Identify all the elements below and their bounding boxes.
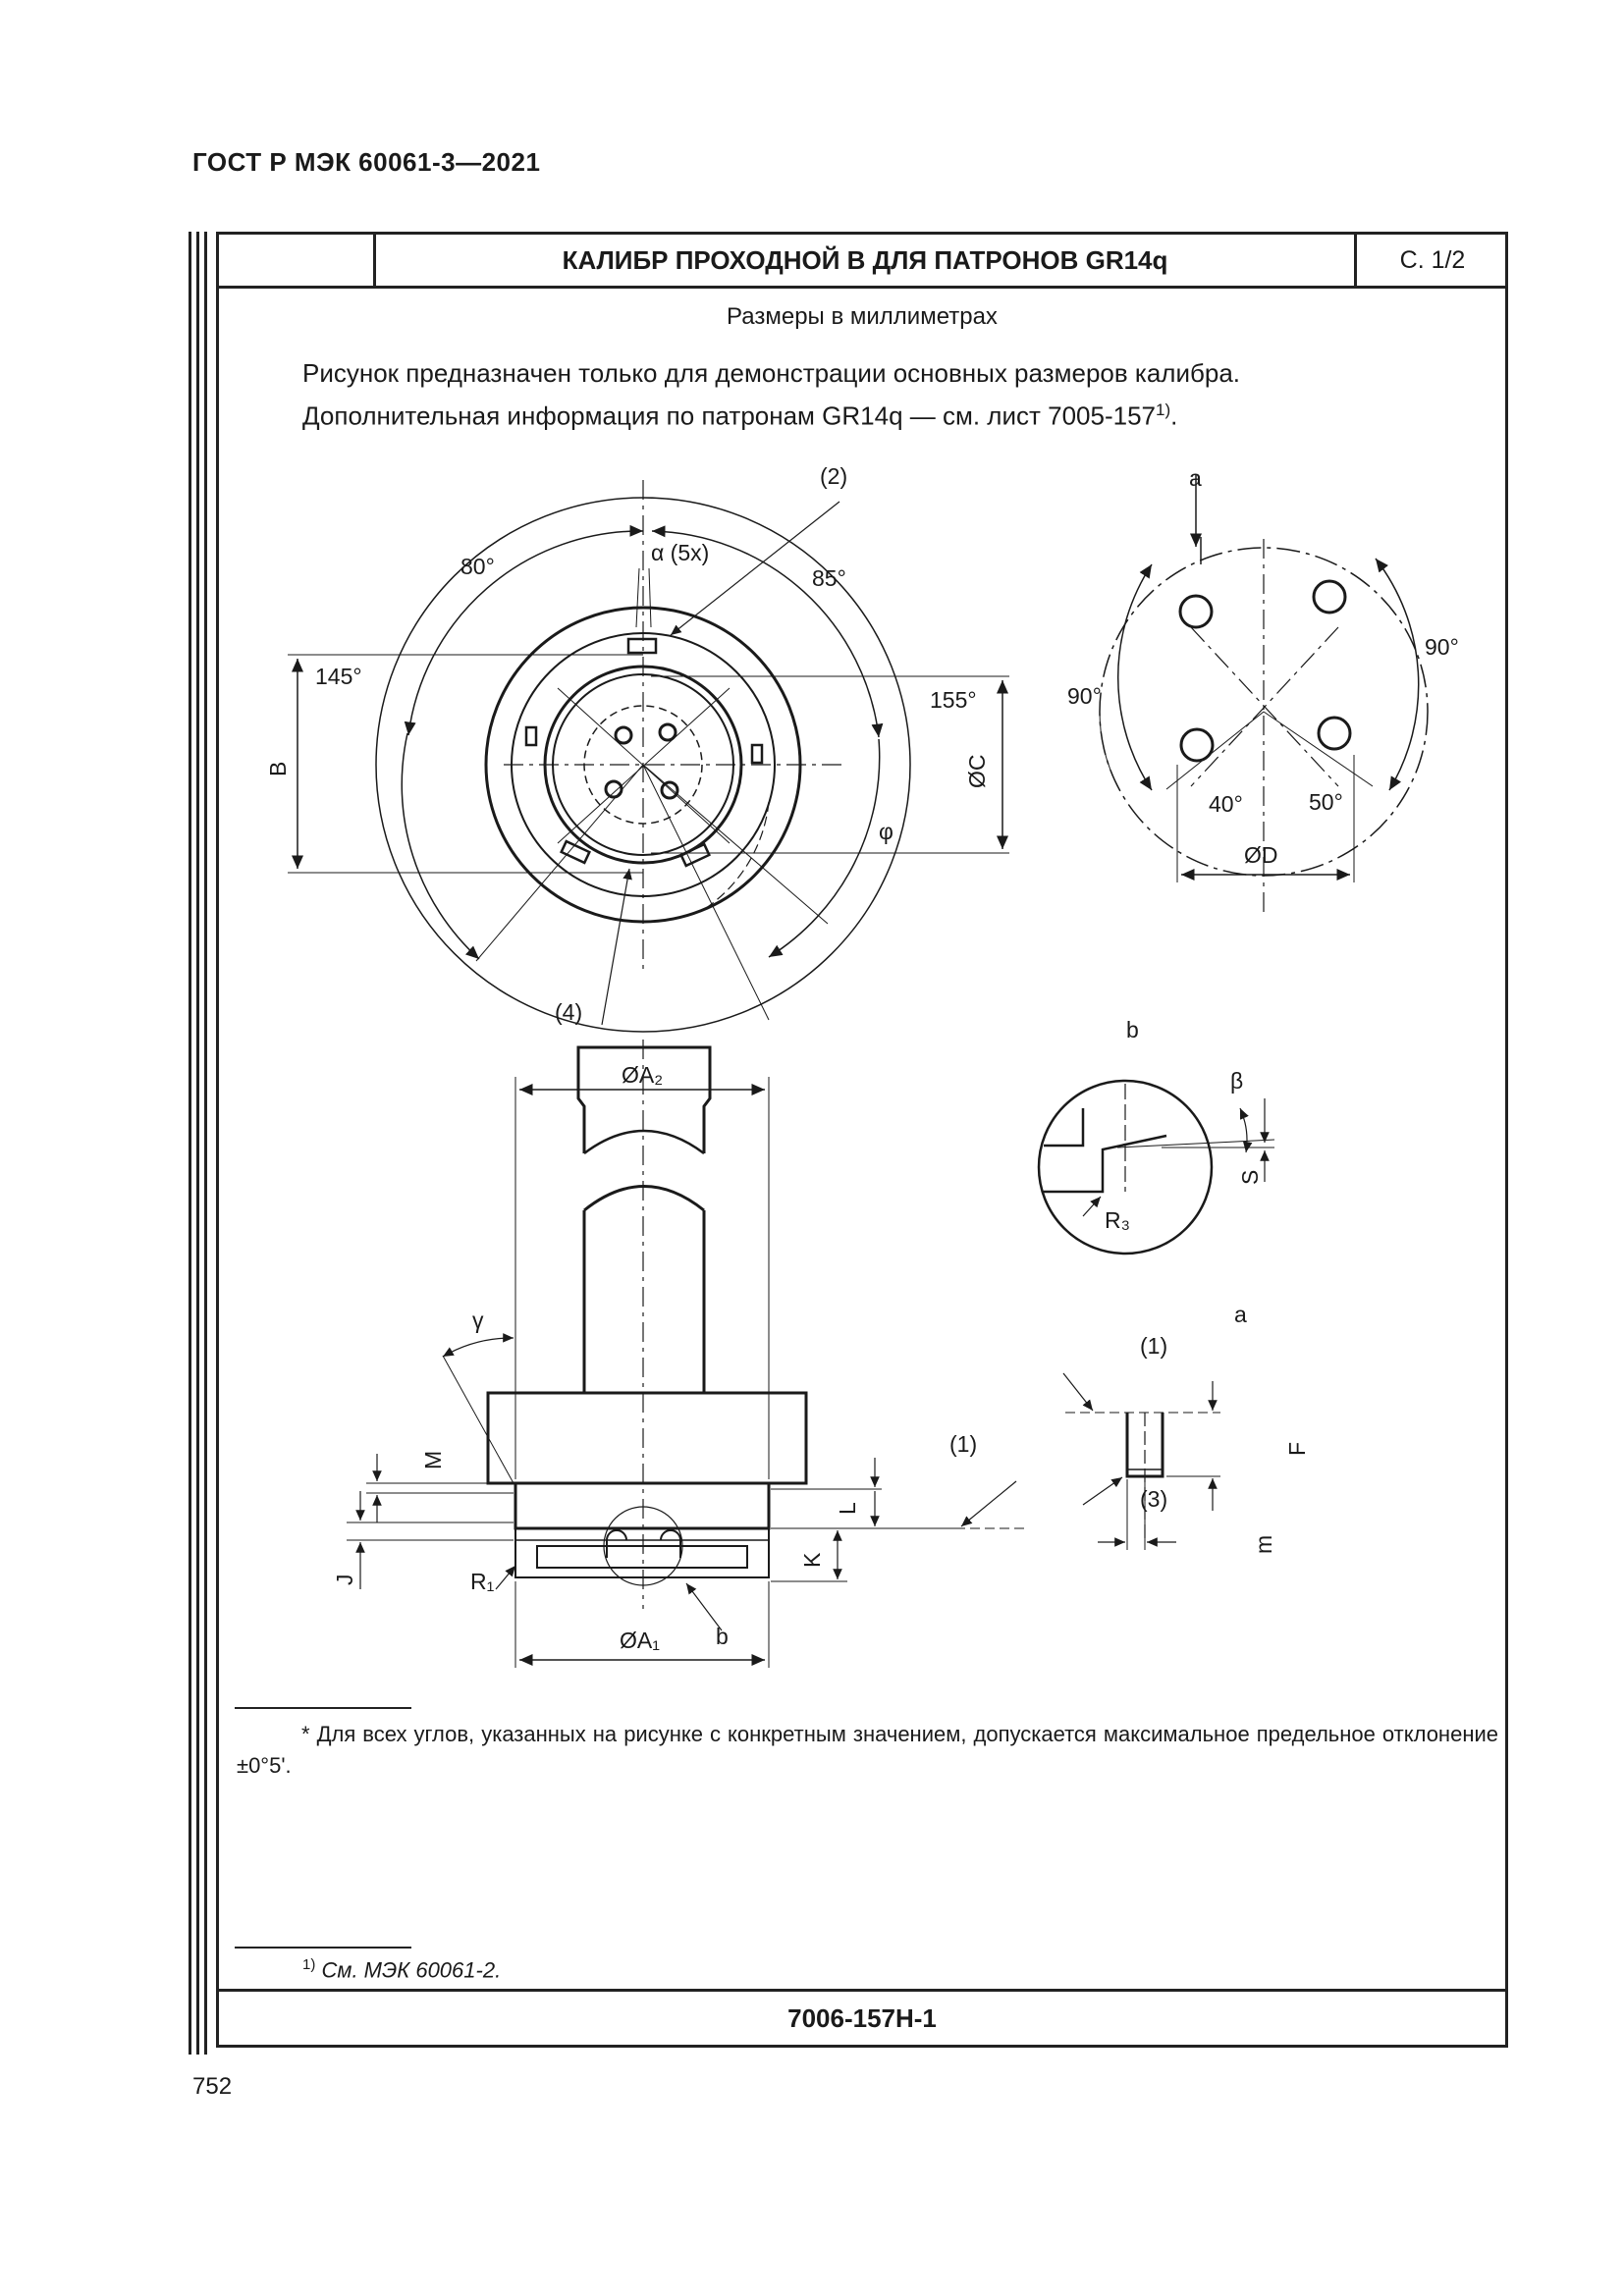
label-angle-50: 50° bbox=[1309, 789, 1343, 815]
binding-margin-lines bbox=[189, 232, 210, 2055]
label-angle-85: 85° bbox=[812, 565, 846, 591]
sheet-title: КАЛИБР ПРОХОДНОЙ В ДЛЯ ПАТРОНОВ GR14q bbox=[376, 235, 1357, 286]
label-R3: R₃ bbox=[1105, 1207, 1130, 1233]
label-alpha: α (5x) bbox=[651, 540, 710, 565]
footnote-star: * Для всех углов, указанных на рисунке с конкретным значением, допускается максимальное предельное отклонение ±0°5'. bbox=[237, 1722, 1498, 1778]
sheet-number: С. 1/2 bbox=[1399, 246, 1466, 274]
drawing-frame bbox=[216, 232, 1508, 2048]
label-A2: ØA₂ bbox=[622, 1062, 664, 1088]
footnote-separator-2 bbox=[235, 1947, 411, 1949]
label-D: ØD bbox=[1244, 842, 1278, 868]
label-gamma: γ bbox=[472, 1308, 484, 1333]
label-beta: β bbox=[1230, 1068, 1244, 1094]
footnote-ref-text: См. МЭК 60061-2. bbox=[321, 1957, 502, 1983]
intro-footnote-ref: 1) bbox=[1156, 400, 1171, 419]
label-phi: φ bbox=[879, 819, 893, 844]
side-view bbox=[347, 1040, 1024, 1668]
page-number: 752 bbox=[192, 2073, 233, 2100]
intro-line-2-end: . bbox=[1170, 400, 1178, 431]
front-view bbox=[288, 480, 1009, 1032]
label-item-1: (1) bbox=[949, 1431, 978, 1457]
label-item-4: (4) bbox=[555, 999, 583, 1025]
label-a-arrow: a bbox=[1189, 465, 1202, 491]
label-L: L bbox=[835, 1502, 860, 1515]
standard-header: ГОСТ Р МЭК 60061-3—2021 bbox=[192, 147, 541, 177]
label-J: J bbox=[332, 1574, 357, 1585]
label-C: ØC bbox=[964, 754, 990, 788]
label-item-1-detail: (1) bbox=[1140, 1333, 1168, 1359]
label-F: F bbox=[1284, 1441, 1310, 1456]
label-item-3: (3) bbox=[1140, 1486, 1168, 1512]
label-K: K bbox=[799, 1552, 825, 1568]
footnote-ref-mark: 1) bbox=[302, 1956, 316, 1973]
label-angle-155: 155° bbox=[930, 687, 977, 713]
label-angle-80: 80° bbox=[460, 554, 495, 579]
label-detail-a: a bbox=[1234, 1302, 1247, 1327]
footnote-separator-1 bbox=[235, 1707, 411, 1709]
label-angle-90-left: 90° bbox=[1067, 683, 1102, 709]
label-angle-145: 145° bbox=[315, 664, 362, 689]
intro-line-1: Рисунок предназначен только для демонстрации основных размеров калибра. bbox=[302, 358, 1241, 388]
detail-a bbox=[1063, 1373, 1220, 1550]
intro-line-2-text: Дополнительная информация по патронам GR14q — см. лист 7005-157 bbox=[302, 400, 1157, 431]
label-angle-90-right: 90° bbox=[1425, 634, 1459, 660]
label-m: m bbox=[1251, 1534, 1276, 1554]
footnote-reference bbox=[302, 1956, 501, 1983]
label-angle-40: 40° bbox=[1209, 791, 1243, 817]
units-note: Размеры в миллиметрах bbox=[727, 303, 998, 330]
drawing-code: 7006-157H-1 bbox=[219, 1989, 1505, 2045]
label-B: B bbox=[265, 761, 291, 776]
label-S: S bbox=[1237, 1169, 1263, 1185]
detail-b bbox=[1039, 1081, 1274, 1254]
label-A1: ØA₁ bbox=[620, 1628, 660, 1653]
label-b-ref: b bbox=[716, 1624, 729, 1649]
label-R1: R₁ bbox=[470, 1569, 495, 1594]
label-M: M bbox=[420, 1450, 446, 1469]
label-item-2: (2) bbox=[820, 463, 848, 489]
label-detail-b: b bbox=[1126, 1017, 1139, 1042]
